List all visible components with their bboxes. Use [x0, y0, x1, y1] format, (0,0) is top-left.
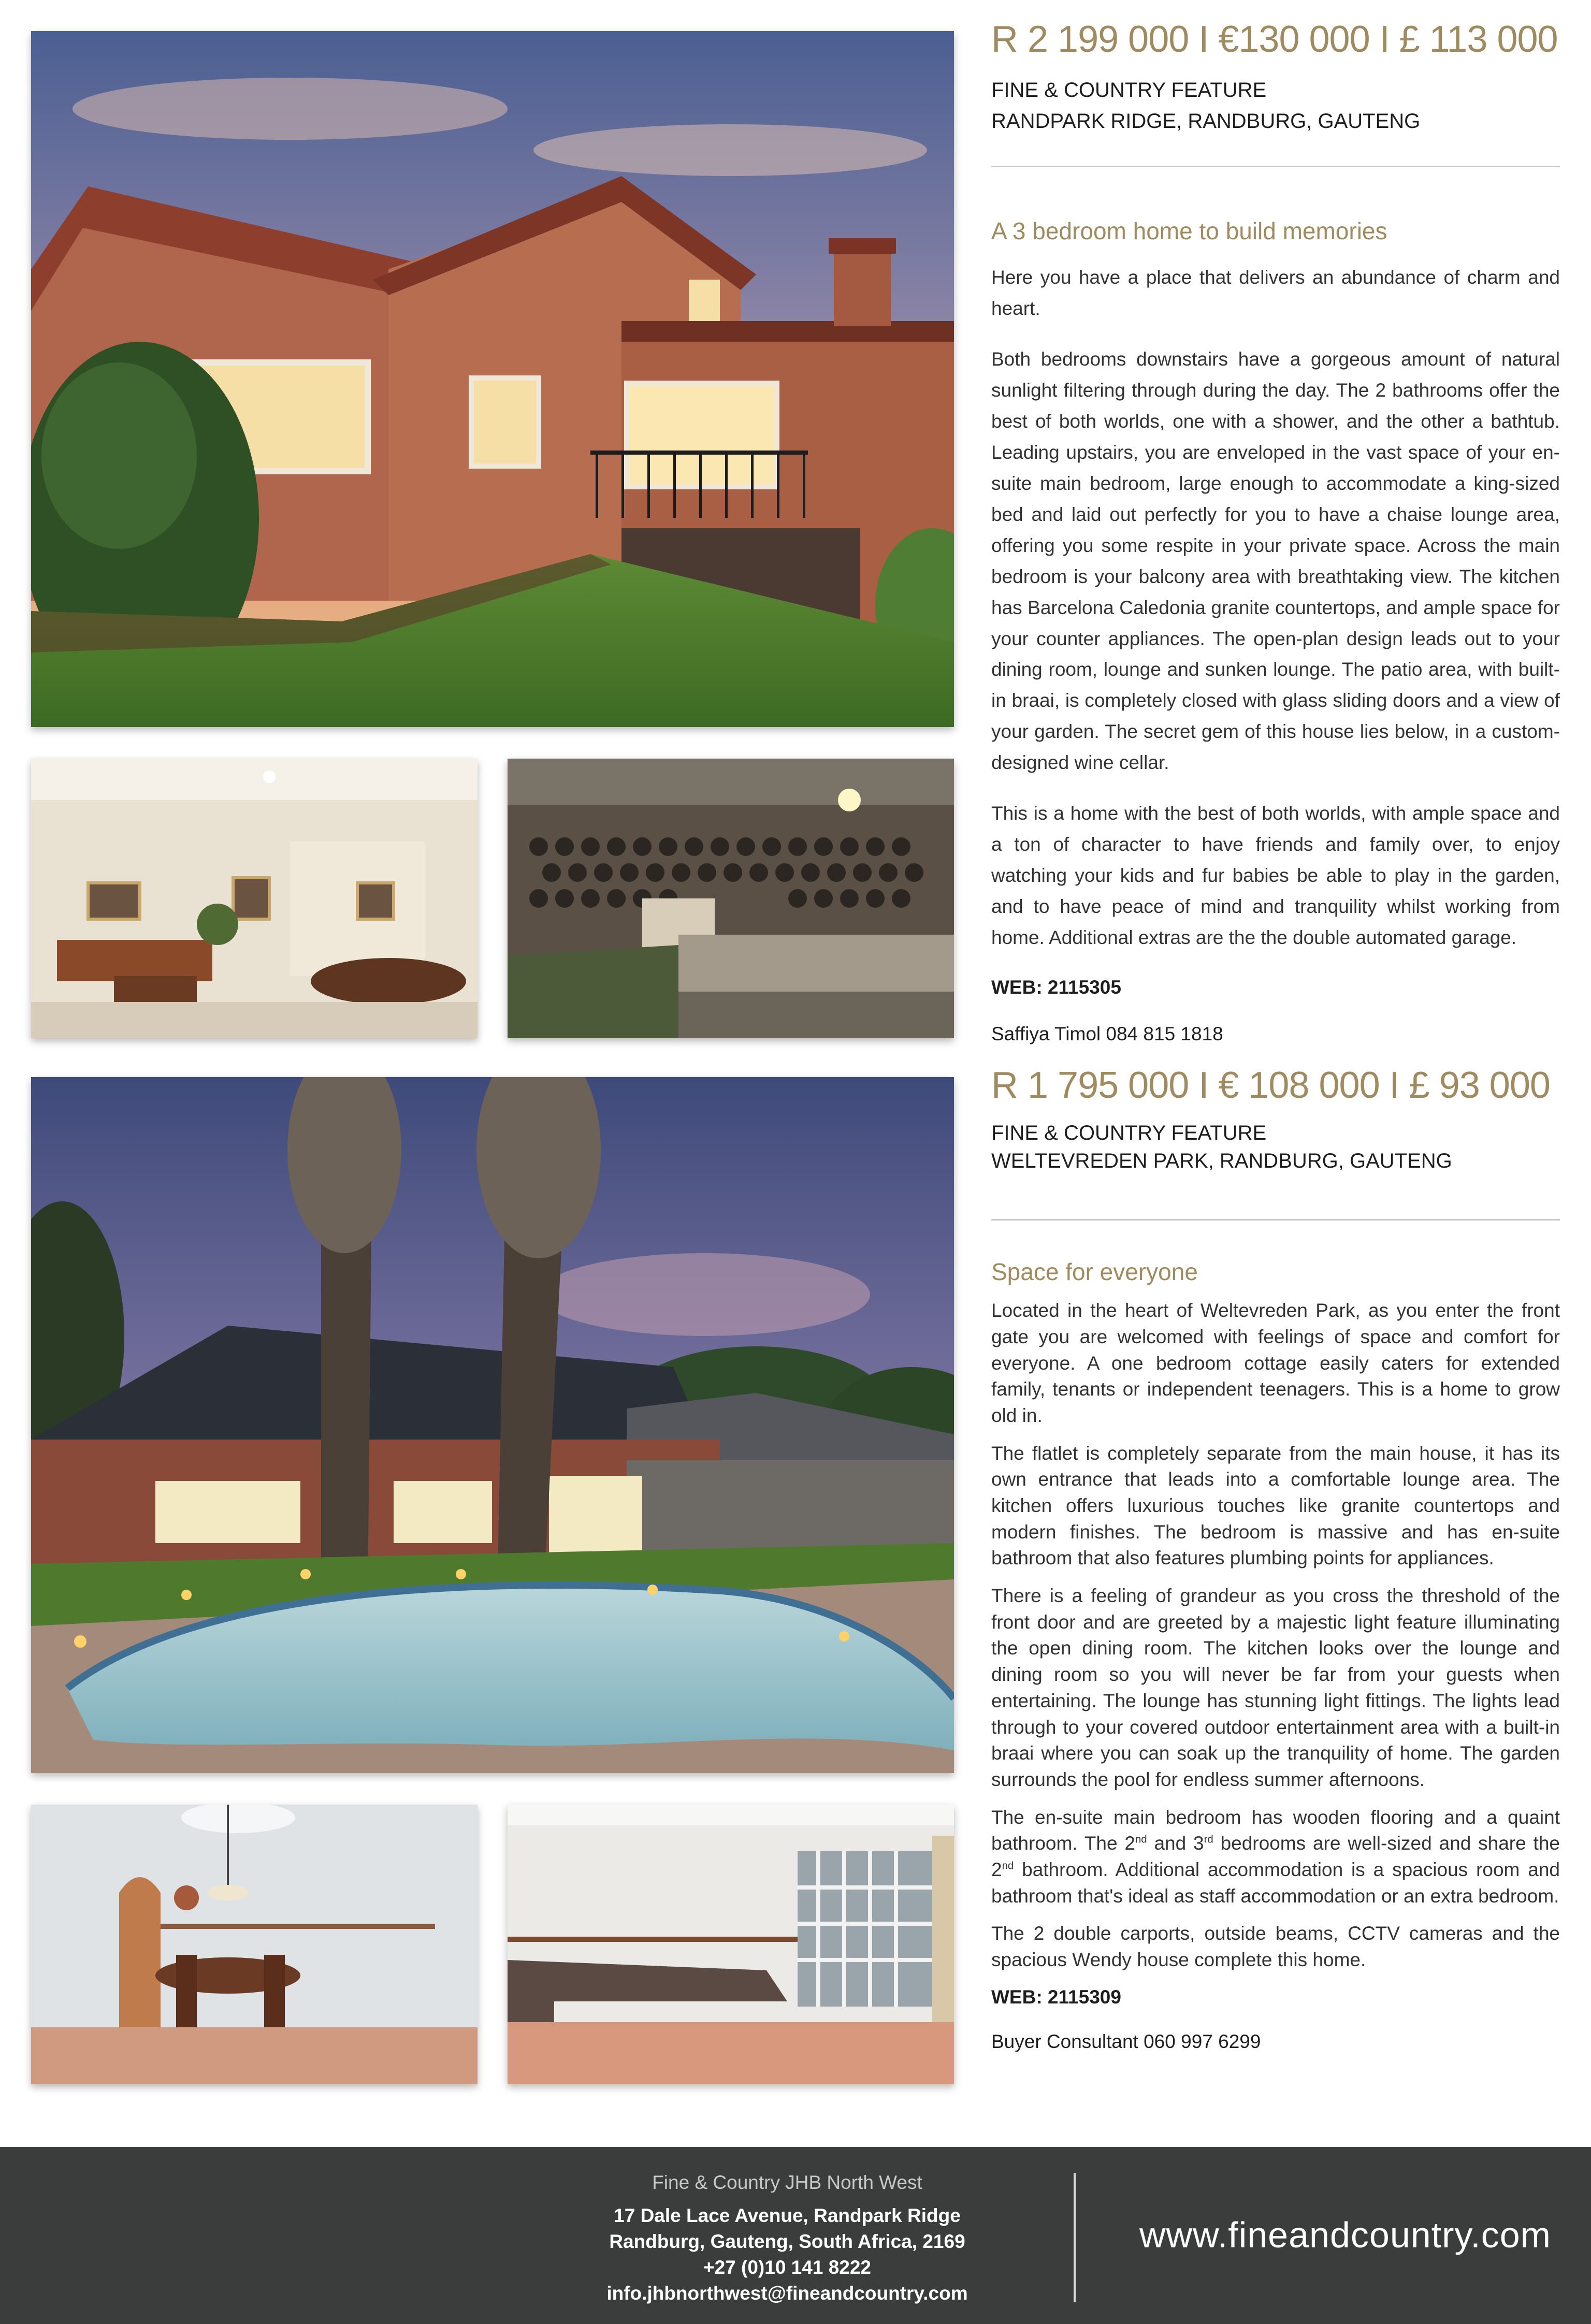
listing1-lounge-photo: [31, 759, 478, 1038]
listing2-paragraph: The flatlet is completely separate from the main house, it has its own entrance that leads into a comfortable lounge area. The kitchen offers luxurious touches like granite countertops and modern finishes. The bedroom is massive and has en-suite bathroom that also features plumbing points for appliances.: [991, 1442, 1560, 1569]
lounge-illustration: [31, 759, 478, 1038]
listing1-agent-contact: Saffiya Timol 084 815 1818: [991, 1023, 1223, 1045]
listing1-web-reference: WEB: 2115305: [991, 976, 1121, 998]
listing1-exterior-photo: [31, 31, 954, 727]
house-exterior-illustration: [31, 31, 954, 727]
footer-phone[interactable]: +27 (0)10 141 8222: [703, 2256, 872, 2278]
listing1-divider: [991, 166, 1560, 167]
footer-address-line2: Randburg, Gauteng, South Africa, 2169: [609, 2230, 965, 2252]
footer-divider: [1074, 2173, 1076, 2302]
listing2-paragraph: The en-suite main bedroom has wooden flooring and a quaint bathroom. The 2nd and 3rd bedrooms are well-sized and share the 2nd bathroom. Additional accommodation is a spacious room and bathroom that's ideal as staff accommodation or an extra bedroom.: [991, 1806, 1560, 1907]
footer-office-name: Fine & Country JHB North West: [652, 2172, 922, 2193]
listing2-divider: [991, 1219, 1560, 1221]
listing1-headline: A 3 bedroom home to build memories: [991, 217, 1387, 244]
living-room-illustration: [508, 1805, 954, 2084]
listing2-headline: Space for everyone: [991, 1258, 1198, 1285]
footer: [0, 2147, 1591, 2324]
listing2-agent-contact: Buyer Consultant 060 997 6299: [991, 2031, 1261, 2053]
listing2-dining-photo: [31, 1805, 478, 2084]
listing1-paragraph: This is a home with the best of both worlds, with ample space and a ton of character to have friends and family over, to enjoy watching your kids and fur babies be able to play in the garden, and to have peace of mind and tranquility whilst working from home. Additional extras are the the double automated garage.: [991, 803, 1560, 948]
wine-cellar-illustration: [508, 759, 954, 1038]
listing1-wine-cellar-photo: [508, 759, 954, 1038]
footer-email[interactable]: info.jhbnorthwest@fineandcountry.com: [606, 2282, 968, 2304]
footer-website-link[interactable]: www.fineandcountry.com: [1139, 2215, 1551, 2255]
listing2-paragraph: The 2 double carports, outside beams, CCTV cameras and the spacious Wendy house complete this home.: [991, 1923, 1560, 1970]
listing2-feature-label: FINE & COUNTRY FEATURE: [991, 1122, 1267, 1144]
listing1-details: [991, 21, 1560, 1046]
listing1-feature-label: FINE & COUNTRY FEATURE: [991, 79, 1267, 101]
listing2-paragraph: Located in the heart of Weltevreden Park, as you enter the front gate you are welcomed with feelings of space and comfort for everyone. A one bedroom cottage easily caters for extended family, tenants or independent teenagers. This is a home to grow old in.: [991, 1300, 1560, 1426]
listing1-paragraph: Both bedrooms downstairs have a gorgeous amount of natural sunlight filtering through during the day. The 2 bathrooms offer the best of both worlds, one with a shower, and the other a bathtub. Leading upstairs, you are enveloped in the vast space of your en-suite main bedroom, large enough to accommodate a king-sized bed and laid out perfectly for you to have a chaise lounge area, offering you some respite in your private space. Across the main bedroom is your balcony area with breathtaking view. The kitchen has Barcelona Caledonia granite countertops, and ample space for your counter appliances. The open-plan design leads out to your dining room, lounge and sunken lounge. The patio area, with built-in braai, is completely closed with glass sliding doors and a view of your garden. The secret gem of this house lies below, in a custom-designed wine cellar.: [991, 348, 1560, 774]
listing2-lounge-photo: [508, 1805, 954, 2084]
listing2-location: WELTEVREDEN PARK, RANDBURG, GAUTENG: [991, 1150, 1452, 1172]
listing1-paragraph: Here you have a place that delivers an abundance of charm and heart.: [991, 267, 1560, 319]
footer-address-line1: 17 Dale Lace Avenue, Randpark Ridge: [614, 2205, 961, 2226]
pool-exterior-illustration: [31, 1077, 954, 1773]
footer-address: [580, 2203, 994, 2306]
listing1-price: R 2 199 000 I €130 000 I £ 113 000: [991, 19, 1558, 60]
listing2-details: [991, 1067, 1560, 2053]
listing2-web-reference: WEB: 2115309: [991, 1986, 1121, 2008]
listing2-pool-photo: [31, 1077, 954, 1773]
listing1-location: RANDPARK RIDGE, RANDBURG, GAUTENG: [991, 110, 1421, 133]
listing2-price: R 1 795 000 I € 108 000 I £ 93 000: [991, 1065, 1550, 1106]
listing2-paragraph: There is a feeling of grandeur as you cross the threshold of the front door and are greeted by a majestic light feature illuminating the open dining room. The kitchen looks over the lounge and dining room so you will never be far from your guests when entertaining. The lounge has stunning light fittings. The lights lead through to your covered outdoor entertainment area with a built-in braai where you can soak up the tranquility of home. The garden surrounds the pool for endless summer afternoons.: [991, 1585, 1560, 1790]
dining-room-illustration: [31, 1805, 478, 2084]
